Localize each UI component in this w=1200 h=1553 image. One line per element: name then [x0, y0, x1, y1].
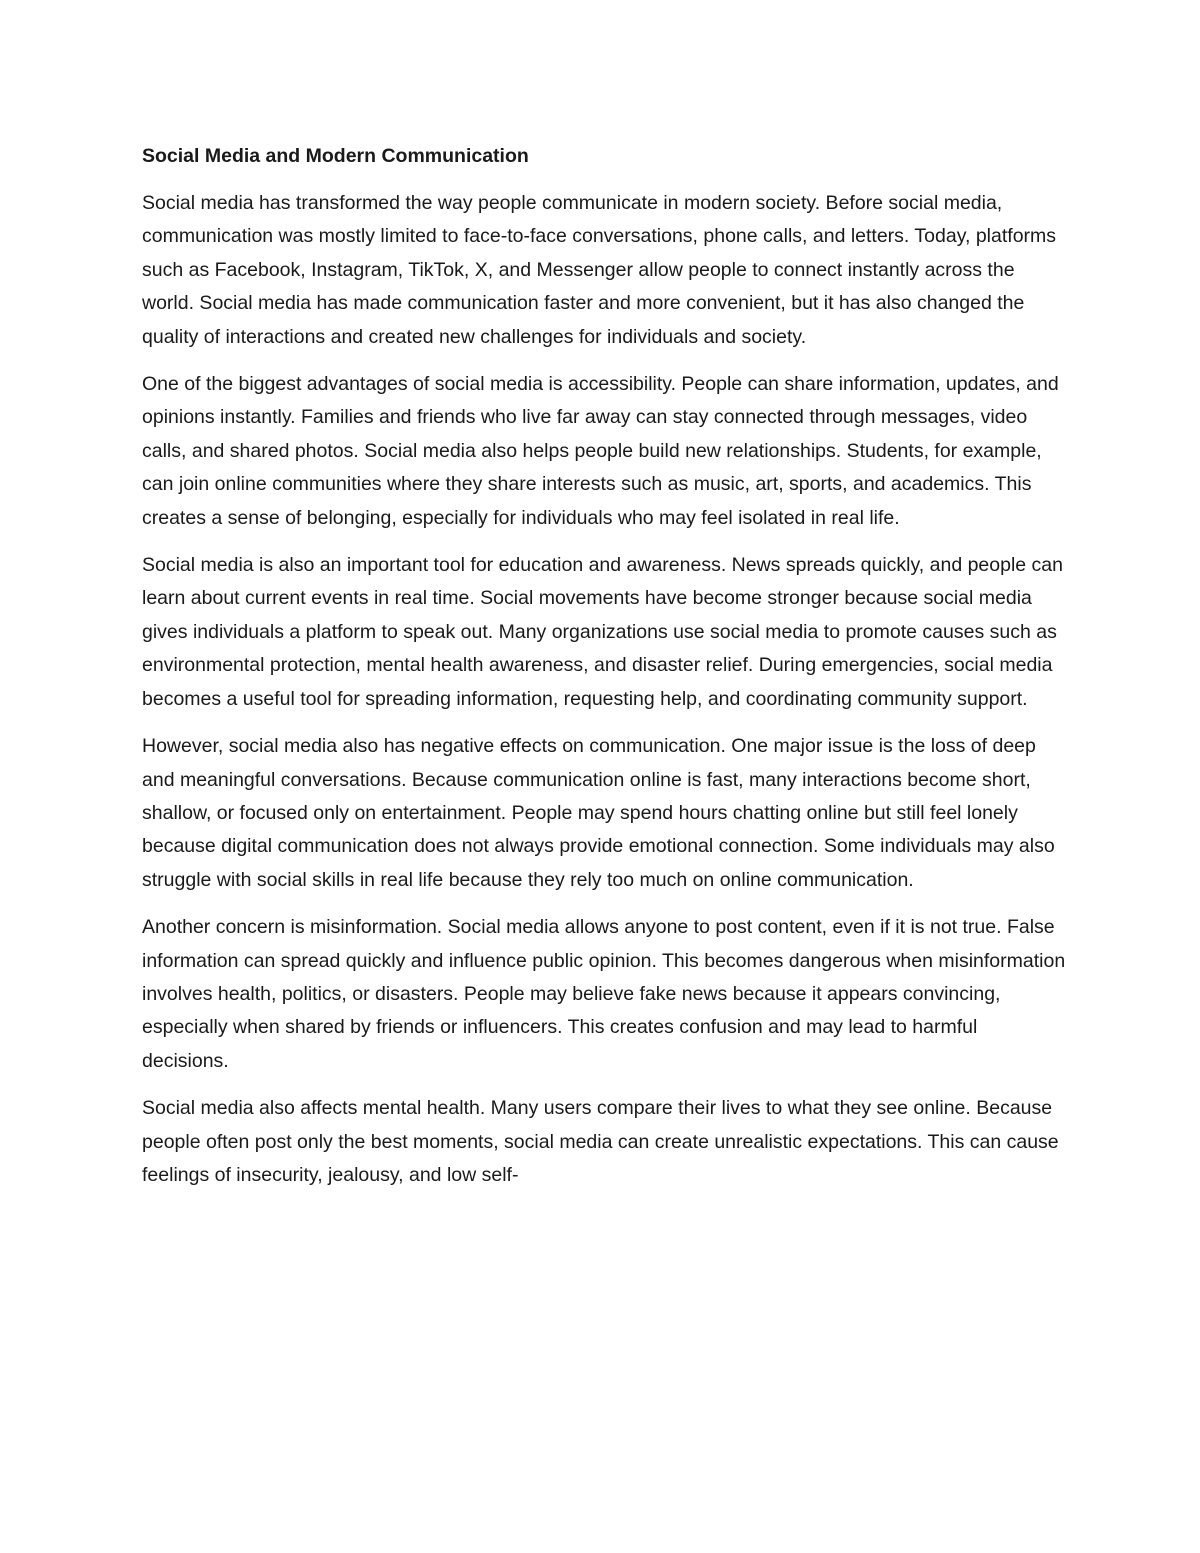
- paragraph-accessibility: One of the biggest advantages of social media is accessibility. People can share information, updates, and opinions instantly. Families and friends who live far away can stay connected through messages, video calls, and shared photos. Social media also helps people build new relationships. Students, for example, can join online communities where they share interests such as music, art, sports, and academics. This creates a sense of belonging, especially for individuals who may feel isolated in real life.: [142, 373, 1059, 529]
- paragraph-intro: Social media has transformed the way people communicate in modern society. Before social media, communication was mostly limited to face-to-face conversations, phone calls, and letters. Today, platforms such as Facebook, Instagram, TikTok, X, and Messenger allow people to connect instantly across the world. Social media has made communication faster and more convenient, but it has also changed the quality of interactions and created new challenges for individuals and society.: [142, 192, 1057, 348]
- paragraph-misinformation: Another concern is misinformation. Social media allows anyone to post content, even if it is not true. False information can spread quickly and influence public opinion. This becomes dangerous when misinformation involves health, politics, or disasters. People may believe fake news because it appears convincing, especially when shared by friends or influencers. This creates confusion and may lead to harmful decisions.: [142, 916, 1066, 1072]
- paragraph-negative-effects: However, social media also has negative effects on communication. One major issue is the loss of deep and meaningful conversations. Because communication online is fast, many interactions become short, shallow, or focused only on entertainment. People may spend hours chatting online but still feel lonely because digital communication does not always provide emotional connection. Some individuals may also struggle with social skills in real life because they rely too much on online communication.: [142, 735, 1055, 891]
- paragraph-mental-health: Social media also affects mental health. Many users compare their lives to what they see online. Because people often post only the best moments, social media can create unrealistic expectations. This can cause feelings of insecurity, jealousy, and low self-: [142, 1097, 1059, 1186]
- document-title: Social Media and Modern Communication: [142, 145, 529, 167]
- document-body: [142, 140, 1066, 1206]
- paragraph-education: Social media is also an important tool for education and awareness. News spreads quickly, and people can learn about current events in real time. Social movements have become stronger because social media gives individuals a platform to speak out. Many organizations use social media to promote causes such as environmental protection, mental health awareness, and disaster relief. During emergencies, social media becomes a useful tool for spreading information, requesting help, and coordinating community support.: [142, 554, 1063, 710]
